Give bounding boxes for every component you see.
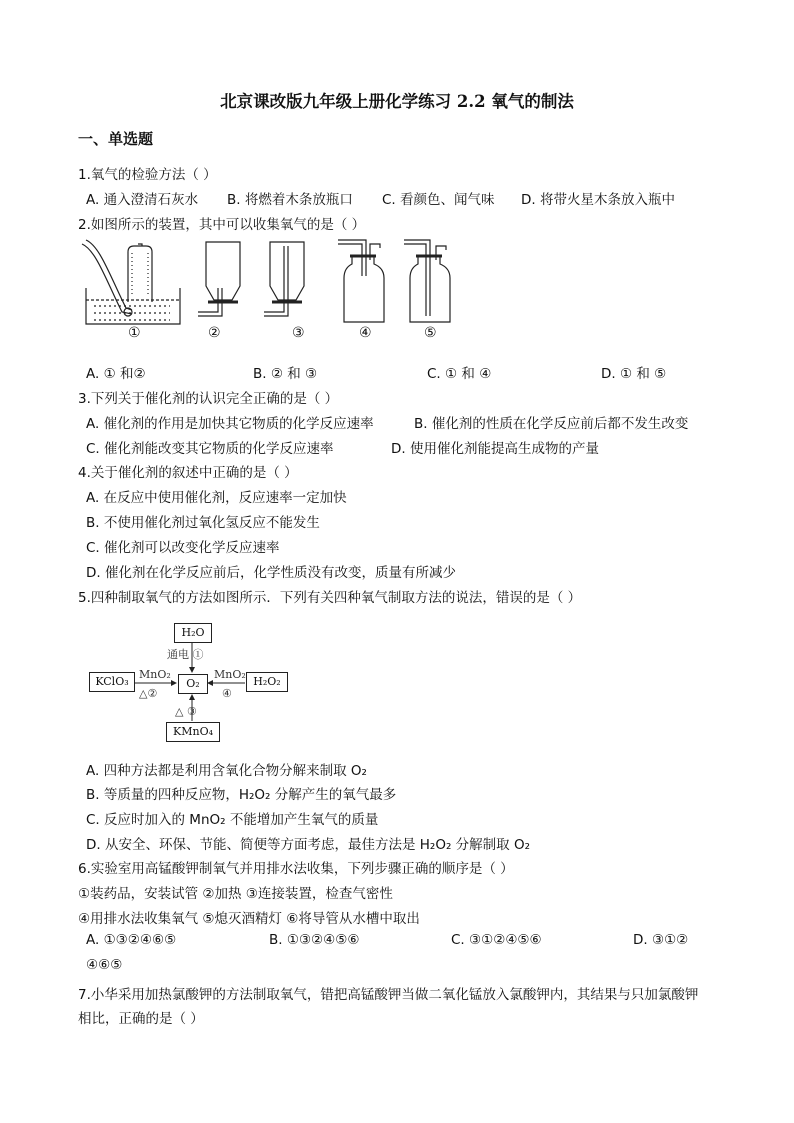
diagram-arrows [80,615,300,745]
reaction-1-label: 通电 ① [167,648,204,661]
q5-option-a: A. 四种方法都是利用含氧化合物分解来制取 O₂ [86,763,367,779]
reaction-4-label: ④ [222,687,232,700]
h2o-box: H₂O [174,623,212,643]
reaction-4-catalyst: MnO₂ [214,668,246,681]
q6-steps-line-2: ④用排水法收集氧气 ⑤熄灭酒精灯 ⑥将导管从水槽中取出 [78,911,420,927]
reaction-3-label: △ ③ [175,705,197,718]
question-7-stem-line-2: 相比，正确的是（ ） [78,1011,204,1027]
h2o2-box: H₂O₂ [246,672,288,692]
q1-option-d: D. 将带火星木条放入瓶中 [521,192,675,208]
reaction-2-catalyst: MnO₂ [139,668,171,681]
apparatus-1-water-displacement [82,240,180,324]
apparatus-4-upward-air-displacement [338,240,384,322]
q2-option-b: B. ② 和 ③ [253,366,318,382]
q3-option-a: A. 催化剂的作用是加快其它物质的化学反应速率 [86,416,374,432]
q1-option-c: C. 看颜色、闻气味 [382,192,495,208]
o2-box: O₂ [178,674,208,694]
question-2-stem: 2.如图所示的装置，其中可以收集氧气的是（ ） [78,217,366,233]
q4-option-c: C. 催化剂可以改变化学反应速率 [86,540,280,556]
q4-option-d: D. 催化剂在化学反应前后，化学性质没有改变，质量有所减少 [86,565,456,581]
gas-collection-apparatus-figure [80,236,460,328]
figure-caption-1: ① [128,325,141,341]
question-1-stem: 1.氧气的检验方法（ ） [78,167,217,183]
question-3-stem: 3.下列关于催化剂的认识完全正确的是（ ） [78,391,339,407]
section-heading: 一、单选题 [78,130,154,148]
kclo3-box: KClO₃ [89,672,135,692]
q3-option-d: D. 使用催化剂能提高生成物的产量 [391,441,599,457]
q5-option-d: D. 从安全、环保、节能、简便等方面考虑，最佳方法是 H₂O₂ 分解制取 O₂ [86,837,530,853]
q2-option-d: D. ① 和 ⑤ [601,366,667,382]
kmno4-box: KMnO₄ [166,722,220,742]
q6-steps-line-1: ①装药品，安装试管 ②加热 ③连接装置，检查气密性 [78,886,393,902]
reaction-2-label: △② [139,687,158,700]
apparatus-2-bottle-downward-air [198,242,240,316]
figure-caption-4: ④ [359,325,372,341]
q3-option-b: B. 催化剂的性质在化学反应前后都不发生改变 [414,416,689,432]
question-5-stem: 5.四种制取氧气的方法如图所示．下列有关四种氧气制取方法的说法，错误的是（ ） [78,590,582,606]
figure-caption-3: ③ [292,325,305,341]
question-7-stem-line-1: 7.小华采用加热氯酸钾的方法制取氧气，错把高锰酸钾当做二氧化锰放入氯酸钾内，其结果与只加氯酸钾 [78,987,699,1003]
q4-option-b: B. 不使用催化剂过氧化氢反应不能发生 [86,515,320,531]
apparatus-3-bottle-long-tube [264,242,304,316]
q4-option-a: A. 在反应中使用催化剂，反应速率一定加快 [86,490,347,506]
q2-option-c: C. ① 和 ④ [427,366,492,382]
q5-option-c: C. 反应时加入的 MnO₂ 不能增加产生氧气的质量 [86,812,379,828]
question-6-stem: 6.实验室用高锰酸钾制氧气并用排水法收集，下列步骤正确的顺序是（ ） [78,861,514,877]
q6-option-d-continued: ④⑥⑤ [86,957,123,973]
q3-option-c: C. 催化剂能改变其它物质的化学反应速率 [86,441,334,457]
page-title: 北京课改版九年级上册化学练习 2.2 氧气的制法 [220,92,574,111]
q5-option-b: B. 等质量的四种反应物，H₂O₂ 分解产生的氧气最多 [86,787,397,803]
q1-option-a: A. 通入澄清石灰水 [86,192,199,208]
q2-option-a: A. ① 和② [86,366,146,382]
q1-option-b: B. 将燃着木条放瓶口 [227,192,353,208]
figure-caption-2: ② [208,325,221,341]
q6-option-c: C. ③①②④⑤⑥ [451,932,542,948]
figure-caption-5: ⑤ [424,325,437,341]
q6-option-d: D. ③①② [633,932,689,948]
question-4-stem: 4.关于催化剂的叙述中正确的是（ ） [78,465,298,481]
q6-option-a: A. ①③②④⑥⑤ [86,932,177,948]
apparatus-5-gas-bottle-long-inlet [404,240,450,322]
q6-option-b: B. ①③②④⑤⑥ [269,932,360,948]
